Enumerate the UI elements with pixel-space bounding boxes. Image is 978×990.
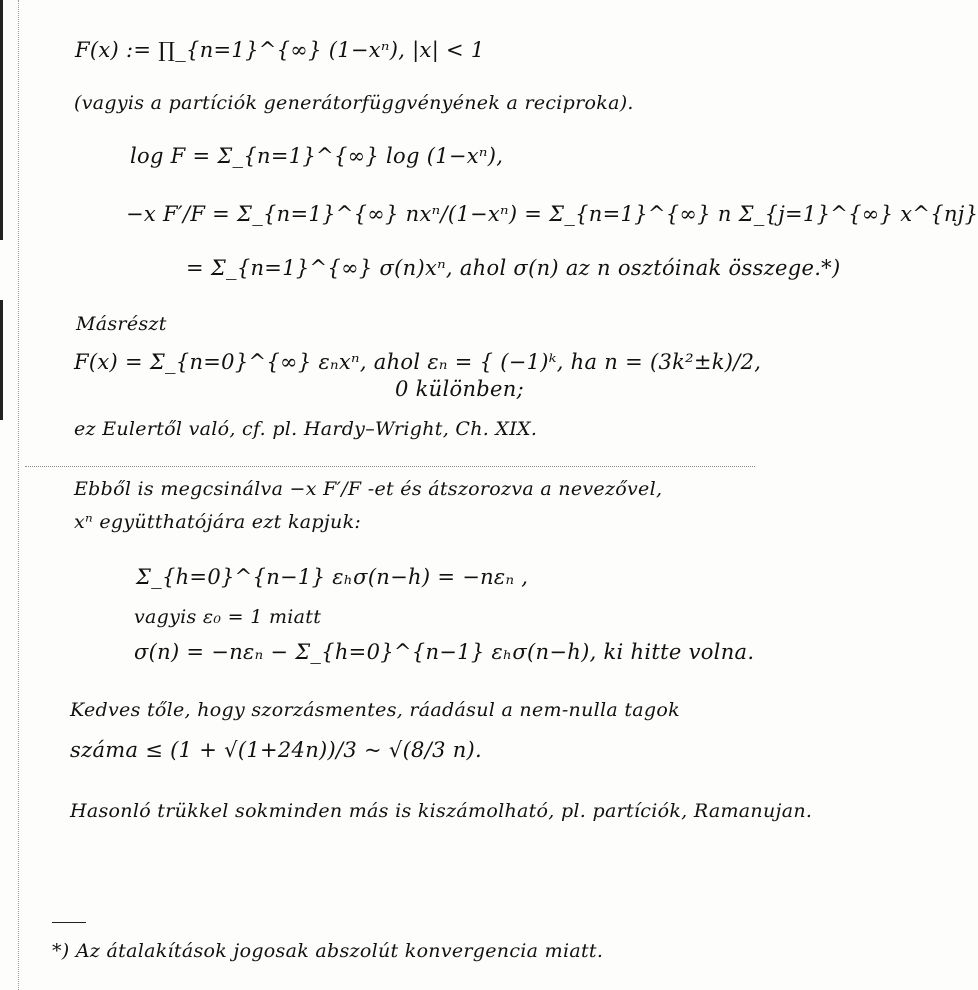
formula-sigma-recurrence: σ(n) = −nεₙ − Σ_{h=0}^{n−1} εₕσ(n−h), ki hitte volna.: [134, 640, 755, 664]
footnote-rule: [52, 922, 86, 923]
formula-sigma-series: = Σ_{n=1}^{∞} σ(n)xⁿ, ahol σ(n) az n osztóinak összege.*): [186, 256, 841, 280]
text-multiplication-free: Kedves tőle, hogy szorzásmentes, ráadásul a nem-nulla tagok: [70, 699, 680, 721]
text-masreszt: Másrészt: [76, 313, 167, 335]
text-reciprocal-note: (vagyis a partíciók generátorfüggvényének a reciproka).: [74, 92, 634, 114]
formula-euler-else: 0 különben;: [395, 377, 524, 401]
text-coefficient: xⁿ együtthatójára ezt kapjuk:: [74, 511, 362, 533]
text-similar-trick: Hasonló trükkel sokminden más is kiszámolható, pl. partíciók, Ramanujan.: [70, 800, 813, 822]
formula-log: log F = Σ_{n=1}^{∞} log (1−xⁿ),: [130, 144, 504, 168]
formula-euler: F(x) = Σ_{n=0}^{∞} εₙxⁿ, ahol εₙ = { (−1)ᵏ, ha n = (3k²±k)/2,: [74, 350, 762, 374]
footnote: *) Az átalakítások jogosak abszolút konvergencia miatt.: [52, 940, 604, 962]
text-derivation: Ebből is megcsinálva −x F′/F -et és átszorozva a nevezővel,: [74, 478, 663, 500]
formula-definition: F(x) := ∏_{n=1}^{∞} (1−xⁿ), |x| < 1: [75, 38, 485, 62]
left-edge-mark: [0, 0, 3, 240]
formula-recurrence: Σ_{h=0}^{n−1} εₕσ(n−h) = −nεₙ ,: [136, 565, 529, 589]
formula-term-count: száma ≤ (1 + √(1+24n))/3 ~ √(8/3 n).: [70, 738, 483, 762]
text-epsilon0: vagyis ε₀ = 1 miatt: [134, 606, 322, 628]
left-edge-mark: [0, 300, 3, 420]
formula-derivative: −x F′/F = Σ_{n=1}^{∞} nxⁿ/(1−xⁿ) = Σ_{n=1}^{∞} n Σ_{j=1}^{∞} x^{nj}: [126, 202, 978, 226]
left-margin-dots: [18, 0, 19, 990]
section-divider: [25, 466, 755, 467]
text-euler-ref: ez Eulertől való, cf. pl. Hardy–Wright, Ch. XIX.: [74, 418, 538, 440]
